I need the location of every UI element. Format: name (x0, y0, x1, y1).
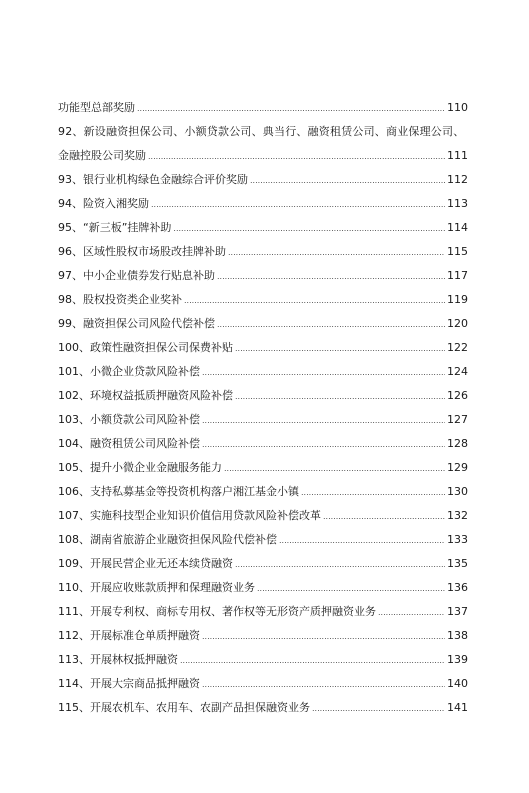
toc-entry[interactable] (58, 408, 468, 432)
toc-entry[interactable] (58, 432, 468, 456)
toc-entry-title: 99、融资担保公司风险代偿补偿 (58, 317, 215, 330)
toc-entry-page: 138 (447, 629, 468, 642)
toc-entry-title: 94、险资入湘奖励 (58, 197, 149, 210)
toc-entry[interactable] (58, 216, 468, 240)
toc-entry-title: 100、政策性融资担保公司保费补贴 (58, 341, 233, 354)
toc-entry-page: 133 (447, 533, 468, 546)
toc-entry[interactable] (58, 672, 468, 696)
toc-entry[interactable] (58, 528, 468, 552)
toc-entry[interactable] (58, 336, 468, 360)
toc-entry[interactable] (58, 600, 468, 624)
dot-leader (217, 312, 445, 337)
dot-leader (151, 192, 445, 217)
dot-leader (202, 624, 445, 649)
toc-entry-title: 105、提升小微企业金融服务能力 (58, 461, 222, 474)
toc-entry-title-cont: 金融控股公司奖励 (58, 149, 146, 162)
toc-entry-page: 112 (447, 173, 468, 186)
dot-leader (217, 264, 445, 289)
toc-entry-title: 110、开展应收账款质押和保理融资业务 (58, 581, 255, 594)
toc-entry-page: 115 (447, 245, 468, 258)
toc-entry-title: 93、银行业机构绿色金融综合评价奖励 (58, 173, 248, 186)
toc-entry[interactable] (58, 360, 468, 384)
toc-entry[interactable] (58, 264, 468, 288)
dot-leader (250, 168, 445, 193)
dot-leader (378, 600, 445, 625)
dot-leader (137, 96, 445, 121)
toc-entry-title: 104、融资租赁公司风险补偿 (58, 437, 200, 450)
toc-entry-title: 113、开展林权抵押融资 (58, 653, 178, 666)
dot-leader (257, 576, 445, 601)
toc-entry-page: 139 (447, 653, 468, 666)
dot-leader (301, 480, 445, 505)
toc-entry-continued[interactable] (58, 96, 468, 120)
toc-entry-title: 112、开展标准仓单质押融资 (58, 629, 200, 642)
dot-leader (202, 672, 445, 697)
toc-entry[interactable] (58, 240, 468, 264)
toc-entry-page: 114 (447, 221, 468, 234)
toc-entry-title: 109、开展民营企业无还本续贷融资 (58, 557, 233, 570)
dot-leader (202, 360, 445, 385)
toc-entry-page: 137 (447, 605, 468, 618)
toc-entry-92-line2[interactable] (58, 144, 468, 168)
toc-entry[interactable] (58, 552, 468, 576)
toc-entry-page: 122 (447, 341, 468, 354)
toc-entry[interactable] (58, 192, 468, 216)
toc-entry-page: 124 (447, 365, 468, 378)
toc-entry[interactable] (58, 648, 468, 672)
dot-leader (180, 648, 445, 673)
toc-entry-page: 120 (447, 317, 468, 330)
dot-leader (202, 408, 445, 433)
toc-entry-page: 117 (447, 269, 468, 282)
toc-entry-title: 95、“新三板”挂牌补助 (58, 221, 172, 234)
table-of-contents (58, 96, 468, 720)
toc-entry-page: 110 (447, 101, 468, 114)
toc-entry-title: 102、环境权益抵质押融资风险补偿 (58, 389, 233, 402)
toc-entry-title: 97、中小企业债券发行贴息补助 (58, 269, 215, 282)
toc-entry[interactable] (58, 696, 468, 720)
toc-entry-page: 132 (447, 509, 468, 522)
toc-entry-title: 114、开展大宗商品抵押融资 (58, 677, 200, 690)
toc-entry[interactable] (58, 624, 468, 648)
toc-entry-92-line1[interactable] (58, 120, 468, 144)
toc-entry[interactable] (58, 504, 468, 528)
toc-entry-title: 103、小额贷款公司风险补偿 (58, 413, 200, 426)
dot-leader (202, 432, 445, 457)
toc-entry-title: 108、湖南省旅游企业融资担保风险代偿补偿 (58, 533, 277, 546)
dot-leader (279, 528, 445, 553)
toc-entry[interactable] (58, 288, 468, 312)
toc-entry-title: 111、开展专利权、商标专用权、著作权等无形资产质押融资业务 (58, 605, 376, 618)
toc-entry-page: 130 (447, 485, 468, 498)
toc-entry-page: 135 (447, 557, 468, 570)
toc-entry[interactable] (58, 384, 468, 408)
toc-entry-title: 115、开展农机车、农用车、农副产品担保融资业务 (58, 701, 310, 714)
dot-leader (312, 696, 445, 721)
dot-leader (173, 216, 445, 241)
toc-entry-title: 101、小微企业贷款风险补偿 (58, 365, 200, 378)
toc-entry-title: 106、支持私募基金等投资机构落户湘江基金小镇 (58, 485, 299, 498)
toc-entry[interactable] (58, 312, 468, 336)
dot-leader (224, 456, 445, 481)
toc-entry[interactable] (58, 480, 468, 504)
toc-entry-page: 129 (447, 461, 468, 474)
toc-entry-page: 127 (447, 413, 468, 426)
dot-leader (148, 144, 445, 169)
toc-entry-page: 113 (447, 197, 468, 210)
toc-entry-title: 107、实施科技型企业知识价值信用贷款风险补偿改革 (58, 509, 321, 522)
dot-leader (235, 336, 445, 361)
toc-entry-page: 111 (447, 149, 468, 162)
toc-entry[interactable] (58, 168, 468, 192)
toc-entry[interactable] (58, 456, 468, 480)
dot-leader (235, 552, 445, 577)
toc-entry-page: 136 (447, 581, 468, 594)
toc-entry-title: 功能型总部奖励 (58, 101, 135, 114)
toc-entry-page: 141 (447, 701, 468, 714)
toc-entry-page: 119 (447, 293, 468, 306)
dot-leader (235, 384, 445, 409)
toc-entry-page: 126 (447, 389, 468, 402)
toc-entry-page: 140 (447, 677, 468, 690)
toc-entry-title: 92、新设融资担保公司、小额贷款公司、典当行、融资租赁公司、商业保理公司、 (58, 125, 465, 138)
toc-entry-title: 98、股权投资类企业奖补 (58, 293, 182, 306)
dot-leader (184, 288, 445, 313)
toc-entry[interactable] (58, 576, 468, 600)
toc-entry-title: 96、区域性股权市场股改挂牌补助 (58, 245, 226, 258)
dot-leader (228, 240, 445, 265)
toc-entry-page: 128 (447, 437, 468, 450)
dot-leader (323, 504, 445, 529)
